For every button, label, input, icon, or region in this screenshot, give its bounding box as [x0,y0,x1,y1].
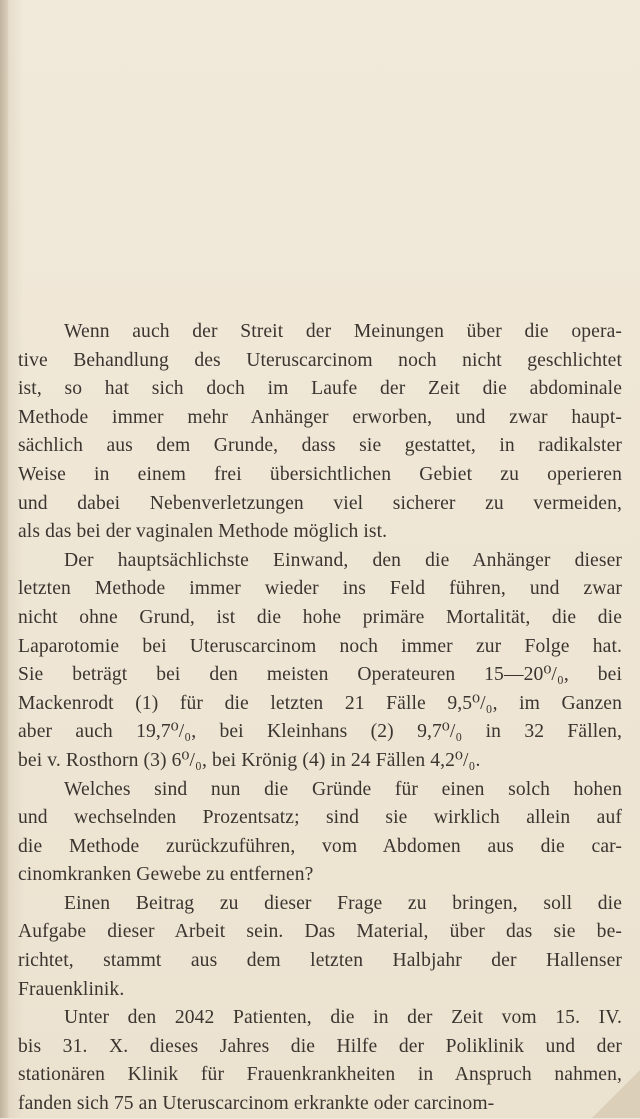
paragraph-5 [18,1004,622,1118]
text-line: letzten Methode immer wieder ins Feld führen, und zwar [18,578,622,600]
text-line: tive Behandlung des Uteruscarcinom noch nicht geschlichtet [18,349,622,371]
text-line: richtet, stammt aus dem letzten Halbjahr der Hallenser [18,950,622,972]
text-line: und wechselnden Prozentsatz; sind sie wirklich allein auf [18,807,622,829]
text-line: fanden sich 75 an Uteruscarcinom erkrankte oder carcinom- [18,1093,495,1115]
text-line: cinomkranken Gewebe zu entfernen? [18,864,314,886]
text-line: Sie beträgt bei den meisten Operateuren 15—20⁰/₀, bei [18,664,622,686]
paragraph-4 [18,890,622,1004]
text-line: Frauenklinik. [18,978,125,1000]
text-line: Laparotomie bei Uteruscarcinom noch immer zur Folge hat. [18,635,622,657]
text-line: und dabei Nebenverletzungen viel sicherer zu vermeiden, [18,492,622,514]
text-line: Methode immer mehr Anhänger erworben, und zwar haupt- [18,406,622,428]
text-line: ist, so hat sich doch im Laufe der Zeit die abdominale [18,378,622,400]
text-line: aber auch 19,7⁰/₀, bei Kleinhans (2) 9,7⁰/₀ in 32 Fällen, [18,721,622,743]
paragraph-2 [18,547,622,776]
text-line: Aufgabe dieser Arbeit sein. Das Material, über das sie be- [18,921,622,943]
text-line: Der hauptsächlichste Einwand, den die Anhänger dieser [64,549,622,571]
text-line: die Methode zurückzuführen, vom Abdomen aus die car- [18,835,622,857]
text-line: stationären Klinik für Frauenkrankheiten in Anspruch nahmen, [18,1064,622,1086]
text-line: Weise in einem frei übersichtlichen Gebiet zu operieren [18,463,622,485]
paragraph-3 [18,776,622,890]
body-text [18,318,622,1119]
text-line: Einen Beitrag zu dieser Frage zu bringen, soll die [64,892,622,914]
text-line: Unter den 2042 Patienten, die in der Zeit vom 15. IV. [64,1007,622,1029]
page-binding-edge [0,0,8,1118]
text-line: bei v. Rosthorn (3) 6⁰/₀, bei Krönig (4) in 24 Fällen 4,2⁰/₀. [18,749,481,771]
text-line: nicht ohne Grund, ist die hohe primäre Mortalität, die die [18,606,622,628]
text-line: sächlich aus dem Grunde, dass sie gestattet, in radikalster [18,435,622,457]
text-line: als das bei der vaginalen Methode möglich ist. [18,521,388,543]
text-line: bis 31. X. dieses Jahres die Hilfe der Poliklinik und der [18,1035,622,1057]
text-line: Wenn auch der Streit der Meinungen über die opera- [64,321,622,342]
paragraph-1 [18,318,622,547]
text-line: Mackenrodt (1) für die letzten 21 Fälle 9,5⁰/₀, im Ganzen [18,692,622,714]
text-line: Welches sind nun die Gründe für einen solch hohen [64,778,622,800]
